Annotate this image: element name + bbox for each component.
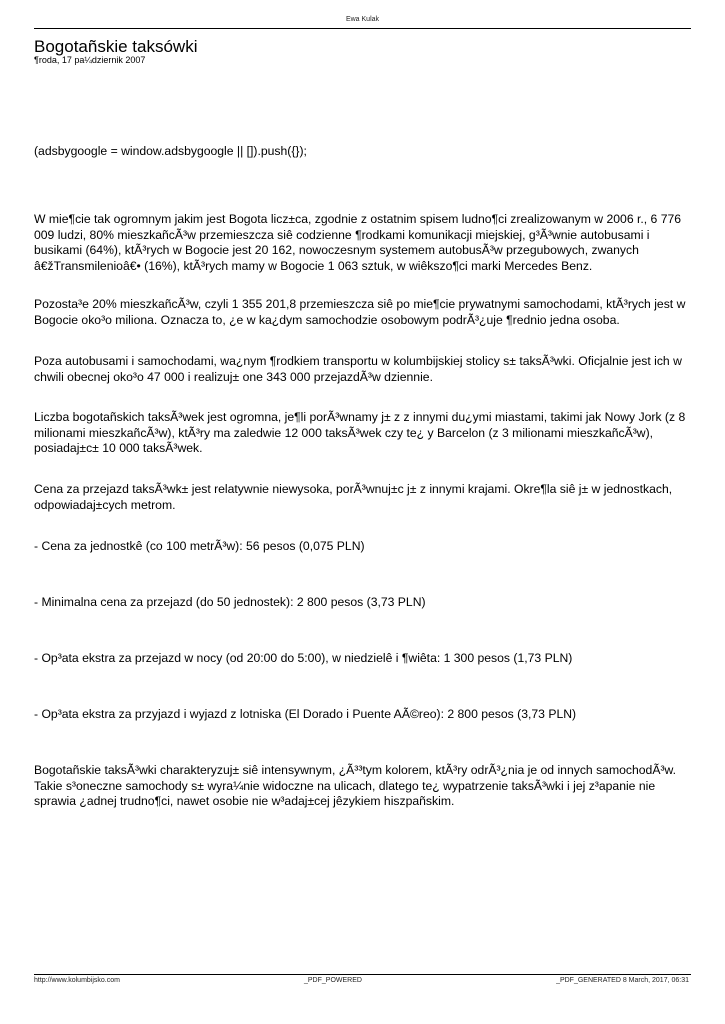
paragraph-taxi-count: Liczba bogotañskich taksÃ³wek jest ogromna, je¶li porÃ³wnamy j± z z innymi du¿ymi miastami, takimi jak Nowy Jork (z 8 milionami mieszkañcÃ³w), ktÃ³ry ma zaledwie 12 000 taksÃ³wek czy te¿ y Barcelon (z 3 milionami mieszkañcÃ³w), posiadaj±c± 10 000 taksÃ³wek. (34, 410, 686, 455)
article-title: Bogotañskie taksówki (34, 37, 198, 56)
price-item: - Minimalna cena za przejazd (do 50 jednostek): 2 800 pesos (3,73 PLN) (34, 595, 426, 609)
price-item: - Op³ata ekstra za przyjazd i wyjazd z lotniska (El Dorado i Puente AÃ©reo): 2 800 pesos (3,73 PLN) (34, 707, 577, 721)
header-divider (34, 28, 691, 29)
footer-divider (34, 974, 691, 975)
price-item: - Cena za jednostkê (co 100 metrÃ³w): 56 pesos (0,075 PLN) (34, 539, 365, 553)
article-date: ¶roda, 17 pa¼dziernik 2007 (34, 55, 146, 65)
footer-powered: _PDF_POWERED (304, 977, 362, 984)
paragraph-transport-stats: W mie¶cie tak ogromnym jakim jest Bogota licz±ca, zgodnie z ostatnim spisem ludno¶ci zrealizowanym w 2006 r., 6 776 009 ludzi, 80% mieszkañcÃ³w przemieszcza siê codzienne ¶rodkami komunikacji miejskiej, g³Ã³wnie autobusami i busikami (64%), ktÃ³rych w Bogocie jest 20 162, nowoczesnym systemem autobusÃ³w przegubowych, zwanych â€žTransmilenioâ€• (16%), ktÃ³rych mamy w Bogocie 1 063 sztuk, w wiêkszo¶ci marki Mercedes Benz. (34, 212, 682, 273)
ad-script-text: (adsbygoogle = window.adsbygoogle || []).push({}); (34, 144, 307, 158)
page-header-author: Ewa Kulak (345, 16, 380, 23)
footer-url[interactable]: http://www.kolumbijsko.com (34, 977, 120, 984)
paragraph-price-intro: Cena za przejazd taksÃ³wk± jest relatywnie niewysoka, porÃ³wnuj±c j± z innymi krajami. Okre¶la siê j± w jednostkach, odpowiadaj±cych metrom. (34, 482, 673, 512)
price-item: - Op³ata ekstra za przejazd w nocy (od 20:00 do 5:00), w niedzielê i ¶wiêta: 1 300 pesos (1,73 PLN) (34, 651, 573, 665)
footer-generated: _PDF_GENERATED 8 March, 2017, 06:31 (556, 977, 689, 984)
paragraph-taxi-color: Bogotañskie taksÃ³wki charakteryzuj± siê intensywnym, ¿Ã³³tym kolorem, ktÃ³ry odrÃ³¿nia je od innych samochodÃ³w. Takie s³oneczne samochody s± wyra¼nie widoczne na ulicach, dlatego te¿ wypatrzenie taksÃ³wki i jej z³apanie nie sprawia ¿adnej trudno¶ci, nawet osobie nie w³adaj±cej jêzykiem hiszpañskim. (34, 763, 677, 808)
paragraph-private-cars: Pozosta³e 20% mieszkañcÃ³w, czyli 1 355 201,8 przemieszcza siê po mie¶cie prywatnymi samochodami, ktÃ³rych jest w Bogocie oko³o miliona. Oznacza to, ¿e w ka¿dym samochodzie osobowym podrÃ³¿uje ¶rednio jedna osoba. (34, 297, 686, 327)
paragraph-taxis-intro: Poza autobusami i samochodami, wa¿nym ¶rodkiem transportu w kolumbijskiej stolicy s± taksÃ³wki. Oficjalnie jest ich w chwili obecnej oko³o 47 000 i realizuj± one 343 000 przejazdÃ³w dziennie. (34, 354, 682, 384)
